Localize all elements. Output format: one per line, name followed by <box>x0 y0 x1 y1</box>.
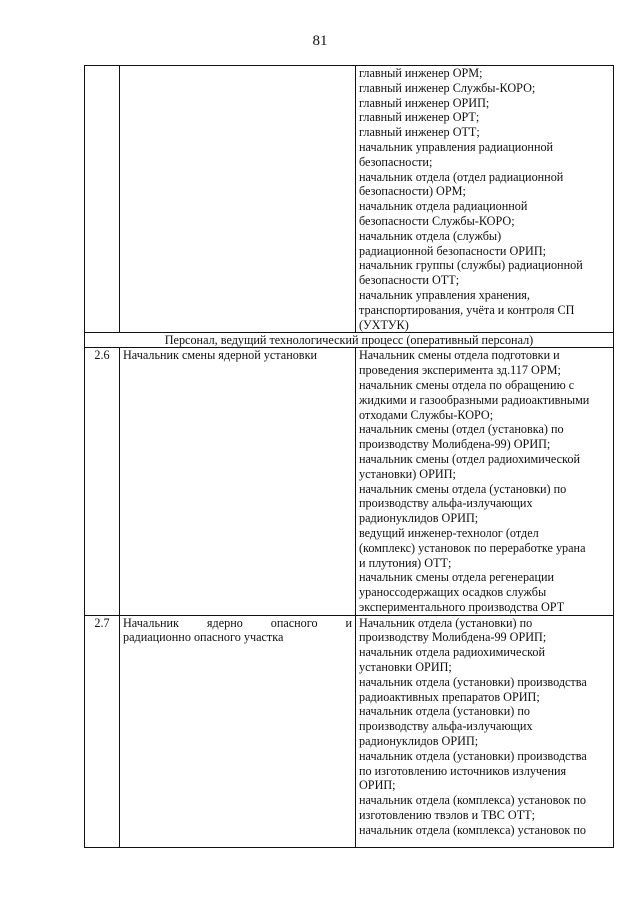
positions-table <box>84 65 614 848</box>
text-line: транспортирования, учёта и контроля СП <box>359 302 575 317</box>
text-line: (УХТУК) <box>359 317 409 332</box>
text-line: начальник управления хранения, <box>359 287 530 302</box>
text-line: безопасности; <box>359 154 433 169</box>
text-line: начальник отдела радиационной <box>359 199 528 214</box>
text-line: производству альфа-излучающих <box>359 496 533 511</box>
table-row-continuation <box>85 66 614 333</box>
text-line: Начальник ядерно опасного и <box>123 615 352 630</box>
text-line: производству Молибдена-99) ОРИП; <box>359 437 551 452</box>
text-line: жидкими и газообразными радиоактивными <box>359 392 590 407</box>
text-line: уранoccодержащих осадков службы <box>359 585 547 600</box>
text-line: радиационной безопасности ОРИП; <box>359 243 547 258</box>
text-line: начальник группы (службы) радиационной <box>359 258 583 273</box>
text-line: начальник смены (отдел радиохимической <box>359 451 580 466</box>
text-line: установки) ОРИП; <box>359 466 456 481</box>
row-number-cell <box>85 66 120 333</box>
text-line: начальник смены отдела по обращению с <box>359 377 575 392</box>
text-line: начальник отдела (установки) производства <box>359 674 587 689</box>
table-row <box>85 348 614 615</box>
position-cell <box>120 348 356 615</box>
text-line: начальник смены (отдел (установка) по <box>359 422 564 437</box>
personnel-list-cell <box>356 348 614 615</box>
text-line: начальник смены отдела регенерации <box>359 570 555 585</box>
text-line: начальник отдела (установки) производства <box>359 748 587 763</box>
text-line: изготовлению твэлов и ТВС ОТТ; <box>359 808 535 823</box>
position-cell <box>120 615 356 847</box>
row-number-cell: 2.7 <box>85 615 120 847</box>
section-header-row <box>85 333 614 348</box>
text-line: радионуклидов ОРИП; <box>359 734 479 749</box>
text-line: начальник отдела (установки) по <box>359 704 530 719</box>
text-line: Начальник отдела (установки) по <box>359 615 533 630</box>
personnel-list-cell <box>356 66 614 333</box>
row-number-cell: 2.6 <box>85 348 120 615</box>
text-line: производству Молибдена-99 ОРИП; <box>359 630 547 645</box>
text-line: отходами Службы-КОРО; <box>359 407 494 422</box>
section-header: Персонал, ведущий технологический процесс (оперативный персонал) <box>85 333 614 348</box>
text-line: главный инженер Службы-КОРО; <box>359 80 536 95</box>
text-line: начальник отдела (службы) <box>359 228 502 243</box>
personnel-list-cell <box>356 615 614 847</box>
text-line: ОРИП; <box>359 778 396 793</box>
text-line: по изготовлению источников излучения <box>359 763 567 778</box>
text-line: начальник управления радиационной <box>359 139 554 154</box>
table-row <box>85 615 614 847</box>
text-line: безопасности) ОРМ; <box>359 184 466 199</box>
text-line: главный инженер ОТТ; <box>359 125 480 140</box>
text-line: (комплекс) установок по переработке урана <box>359 540 586 555</box>
text-line: начальник отдела (комплекса) установок по <box>359 793 586 808</box>
text-line: безопасности Службы-КОРО; <box>359 213 515 228</box>
text-line: экспериментального производства ОРТ <box>359 599 565 614</box>
text-line: производству альфа-излучающих <box>359 719 533 734</box>
text-line: начальник отдела радиохимической <box>359 645 546 660</box>
text-line: начальник смены отдела (установки) по <box>359 481 567 496</box>
page-number: 81 <box>312 33 328 49</box>
text-line: главный инженер ОРТ; <box>359 110 480 125</box>
text-line: установки ОРИП; <box>359 660 452 675</box>
text-line: радионуклидов ОРИП; <box>359 511 479 526</box>
text-line: радиационно опасного участка <box>123 630 284 645</box>
text-line: начальник отдела (отдел радиационной <box>359 169 564 184</box>
text-line: и плутония) ОТТ; <box>359 555 452 570</box>
position-cell <box>120 66 356 333</box>
text-line: главный инженер ОРИП; <box>359 95 490 110</box>
text-line: Начальник смены отдела подготовки и <box>359 348 560 363</box>
text-line: проведения эксперимента зд.117 ОРМ; <box>359 363 561 378</box>
text-line: безопасности ОТТ; <box>359 273 460 288</box>
text-line: ведущий инженер-технолог (отдел <box>359 525 539 540</box>
text-line: начальник отдела (комплекса) установок по <box>359 822 586 837</box>
text-line: Начальник смены ядерной установки <box>123 348 318 363</box>
text-line: радиоактивных препаратов ОРИП; <box>359 689 540 704</box>
text-line: главный инженер ОРМ; <box>359 66 483 80</box>
